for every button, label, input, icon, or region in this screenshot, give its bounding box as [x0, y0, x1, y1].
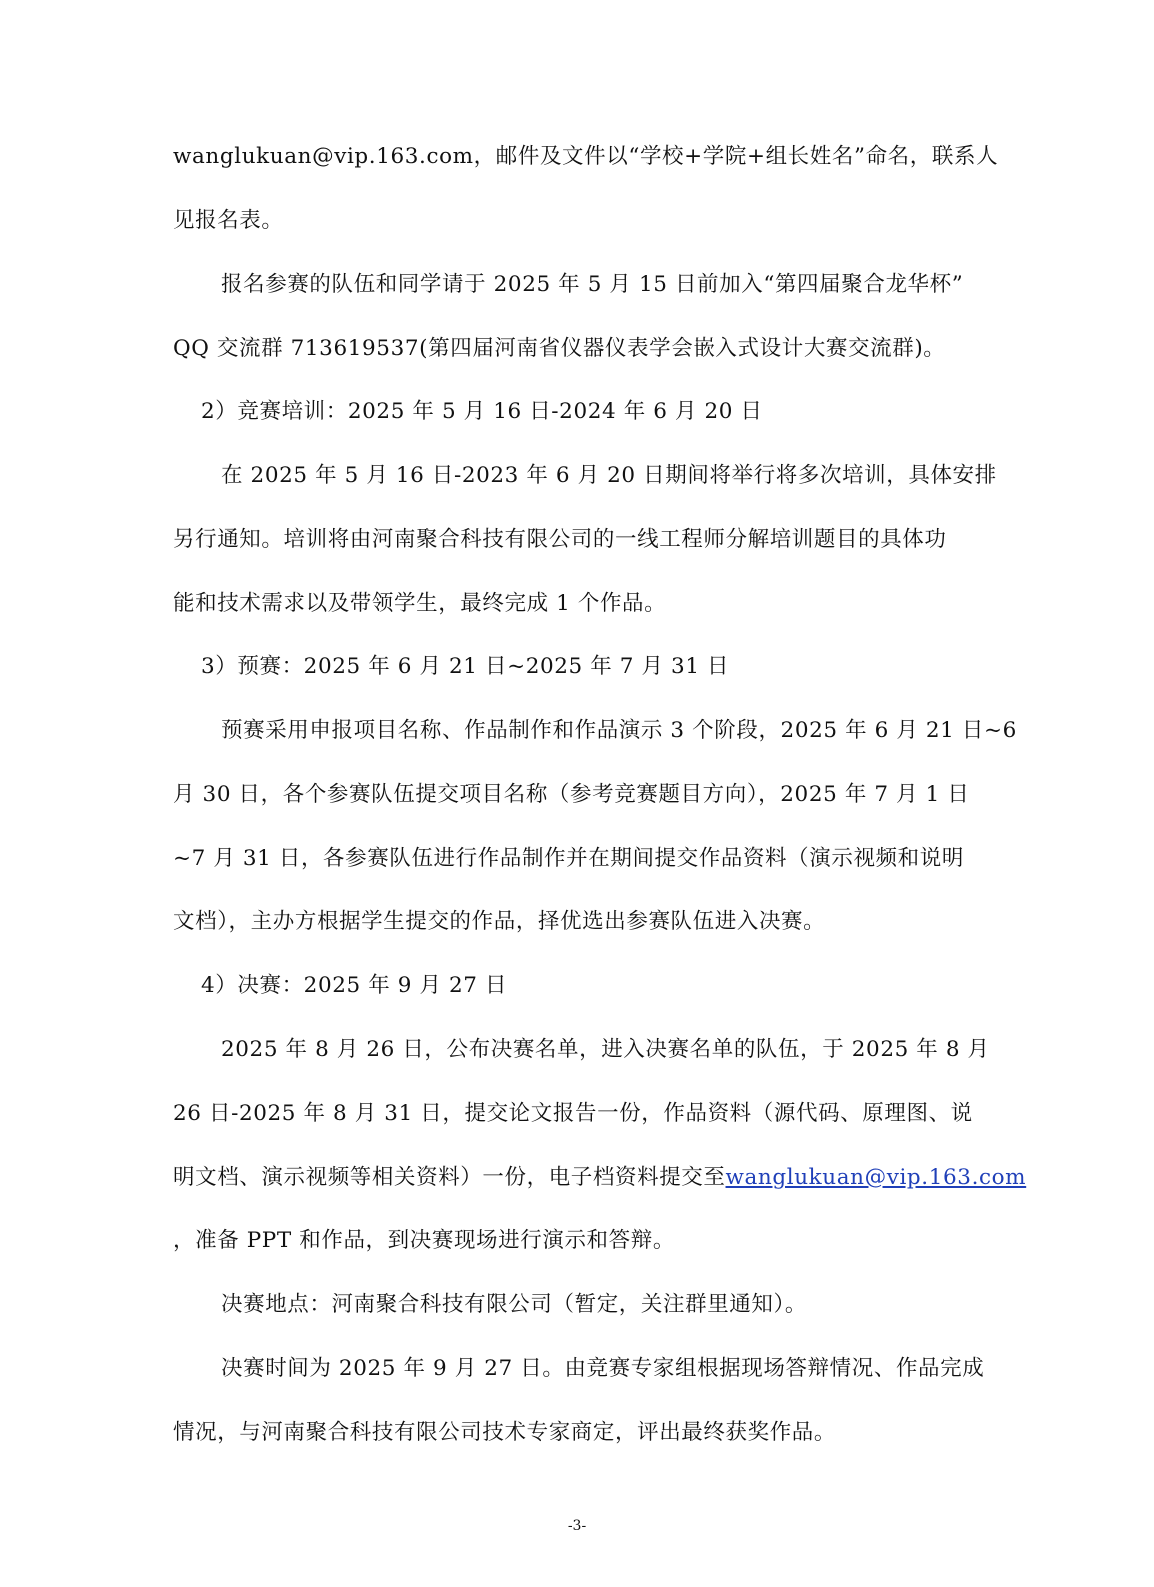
paragraph-line: 见报名表。	[173, 208, 284, 233]
paragraph-line: QQ 交流群 713619537(第四届河南省仪器仪表学会嵌入式设计大赛交流群)。	[173, 336, 946, 361]
paragraph-line: 2025 年 8 月 26 日，公布决赛名单，进入决赛名单的队伍，于 2025 年 8 月	[221, 1037, 990, 1062]
section-heading-preliminary: 3）预赛：2025 年 6 月 21 日~2025 年 7 月 31 日	[201, 654, 730, 679]
paragraph-line: 决赛地点：河南聚合科技有限公司（暂定，关注群里通知）。	[221, 1292, 807, 1317]
paragraph-text: 明文档、演示视频等相关资料）一份，电子档资料提交至	[173, 1165, 726, 1190]
paragraph-line: 月 30 日，各个参赛队伍提交项目名称（参考竞赛题目方向），2025 年 7 月 1 日	[173, 782, 970, 807]
paragraph-line: 另行通知。培训将由河南聚合科技有限公司的一线工程师分解培训题目的具体功	[173, 527, 947, 552]
page-number: -3-	[567, 1518, 587, 1534]
paragraph-line: 报名参赛的队伍和同学请于 2025 年 5 月 15 日前加入“第四届聚合龙华杯”	[221, 272, 964, 297]
section-heading-final: 4）决赛：2025 年 9 月 27 日	[201, 973, 508, 998]
section-heading-training: 2）竞赛培训：2025 年 5 月 16 日-2024 年 6 月 20 日	[201, 399, 763, 424]
paragraph-line: 在 2025 年 5 月 16 日-2023 年 6 月 20 日期间将举行将多次培训，具体安排	[221, 463, 997, 488]
paragraph-line: 决赛时间为 2025 年 9 月 27 日。由竞赛专家组根据现场答辩情况、作品完成	[221, 1356, 985, 1381]
paragraph-line: ~7 月 31 日，各参赛队伍进行作品制作并在期间提交作品资料（演示视频和说明	[173, 846, 964, 871]
paragraph-line: 能和技术需求以及带领学生，最终完成 1 个作品。	[173, 591, 667, 616]
paragraph-line: ，准备 PPT 和作品，到决赛现场进行演示和答辩。	[173, 1228, 675, 1253]
paragraph-line: 情况，与河南聚合科技有限公司技术专家商定，评出最终获奖作品。	[173, 1420, 837, 1445]
paragraph-line: 文档），主办方根据学生提交的作品，择优选出参赛队伍进入决赛。	[173, 909, 826, 934]
paragraph-line-with-link	[173, 1163, 1026, 1193]
email-link[interactable]: wanglukuan@vip.163.com	[725, 1165, 1027, 1190]
paragraph-line: wanglukuan@vip.163.com，邮件及文件以“学校+学院+组长姓名”命名，联系人	[173, 144, 999, 169]
paragraph-line: 预赛采用申报项目名称、作品制作和作品演示 3 个阶段，2025 年 6 月 21 日~6	[221, 718, 1017, 743]
paragraph-line: 26 日-2025 年 8 月 31 日，提交论文报告一份，作品资料（源代码、原理图、说	[173, 1101, 973, 1126]
